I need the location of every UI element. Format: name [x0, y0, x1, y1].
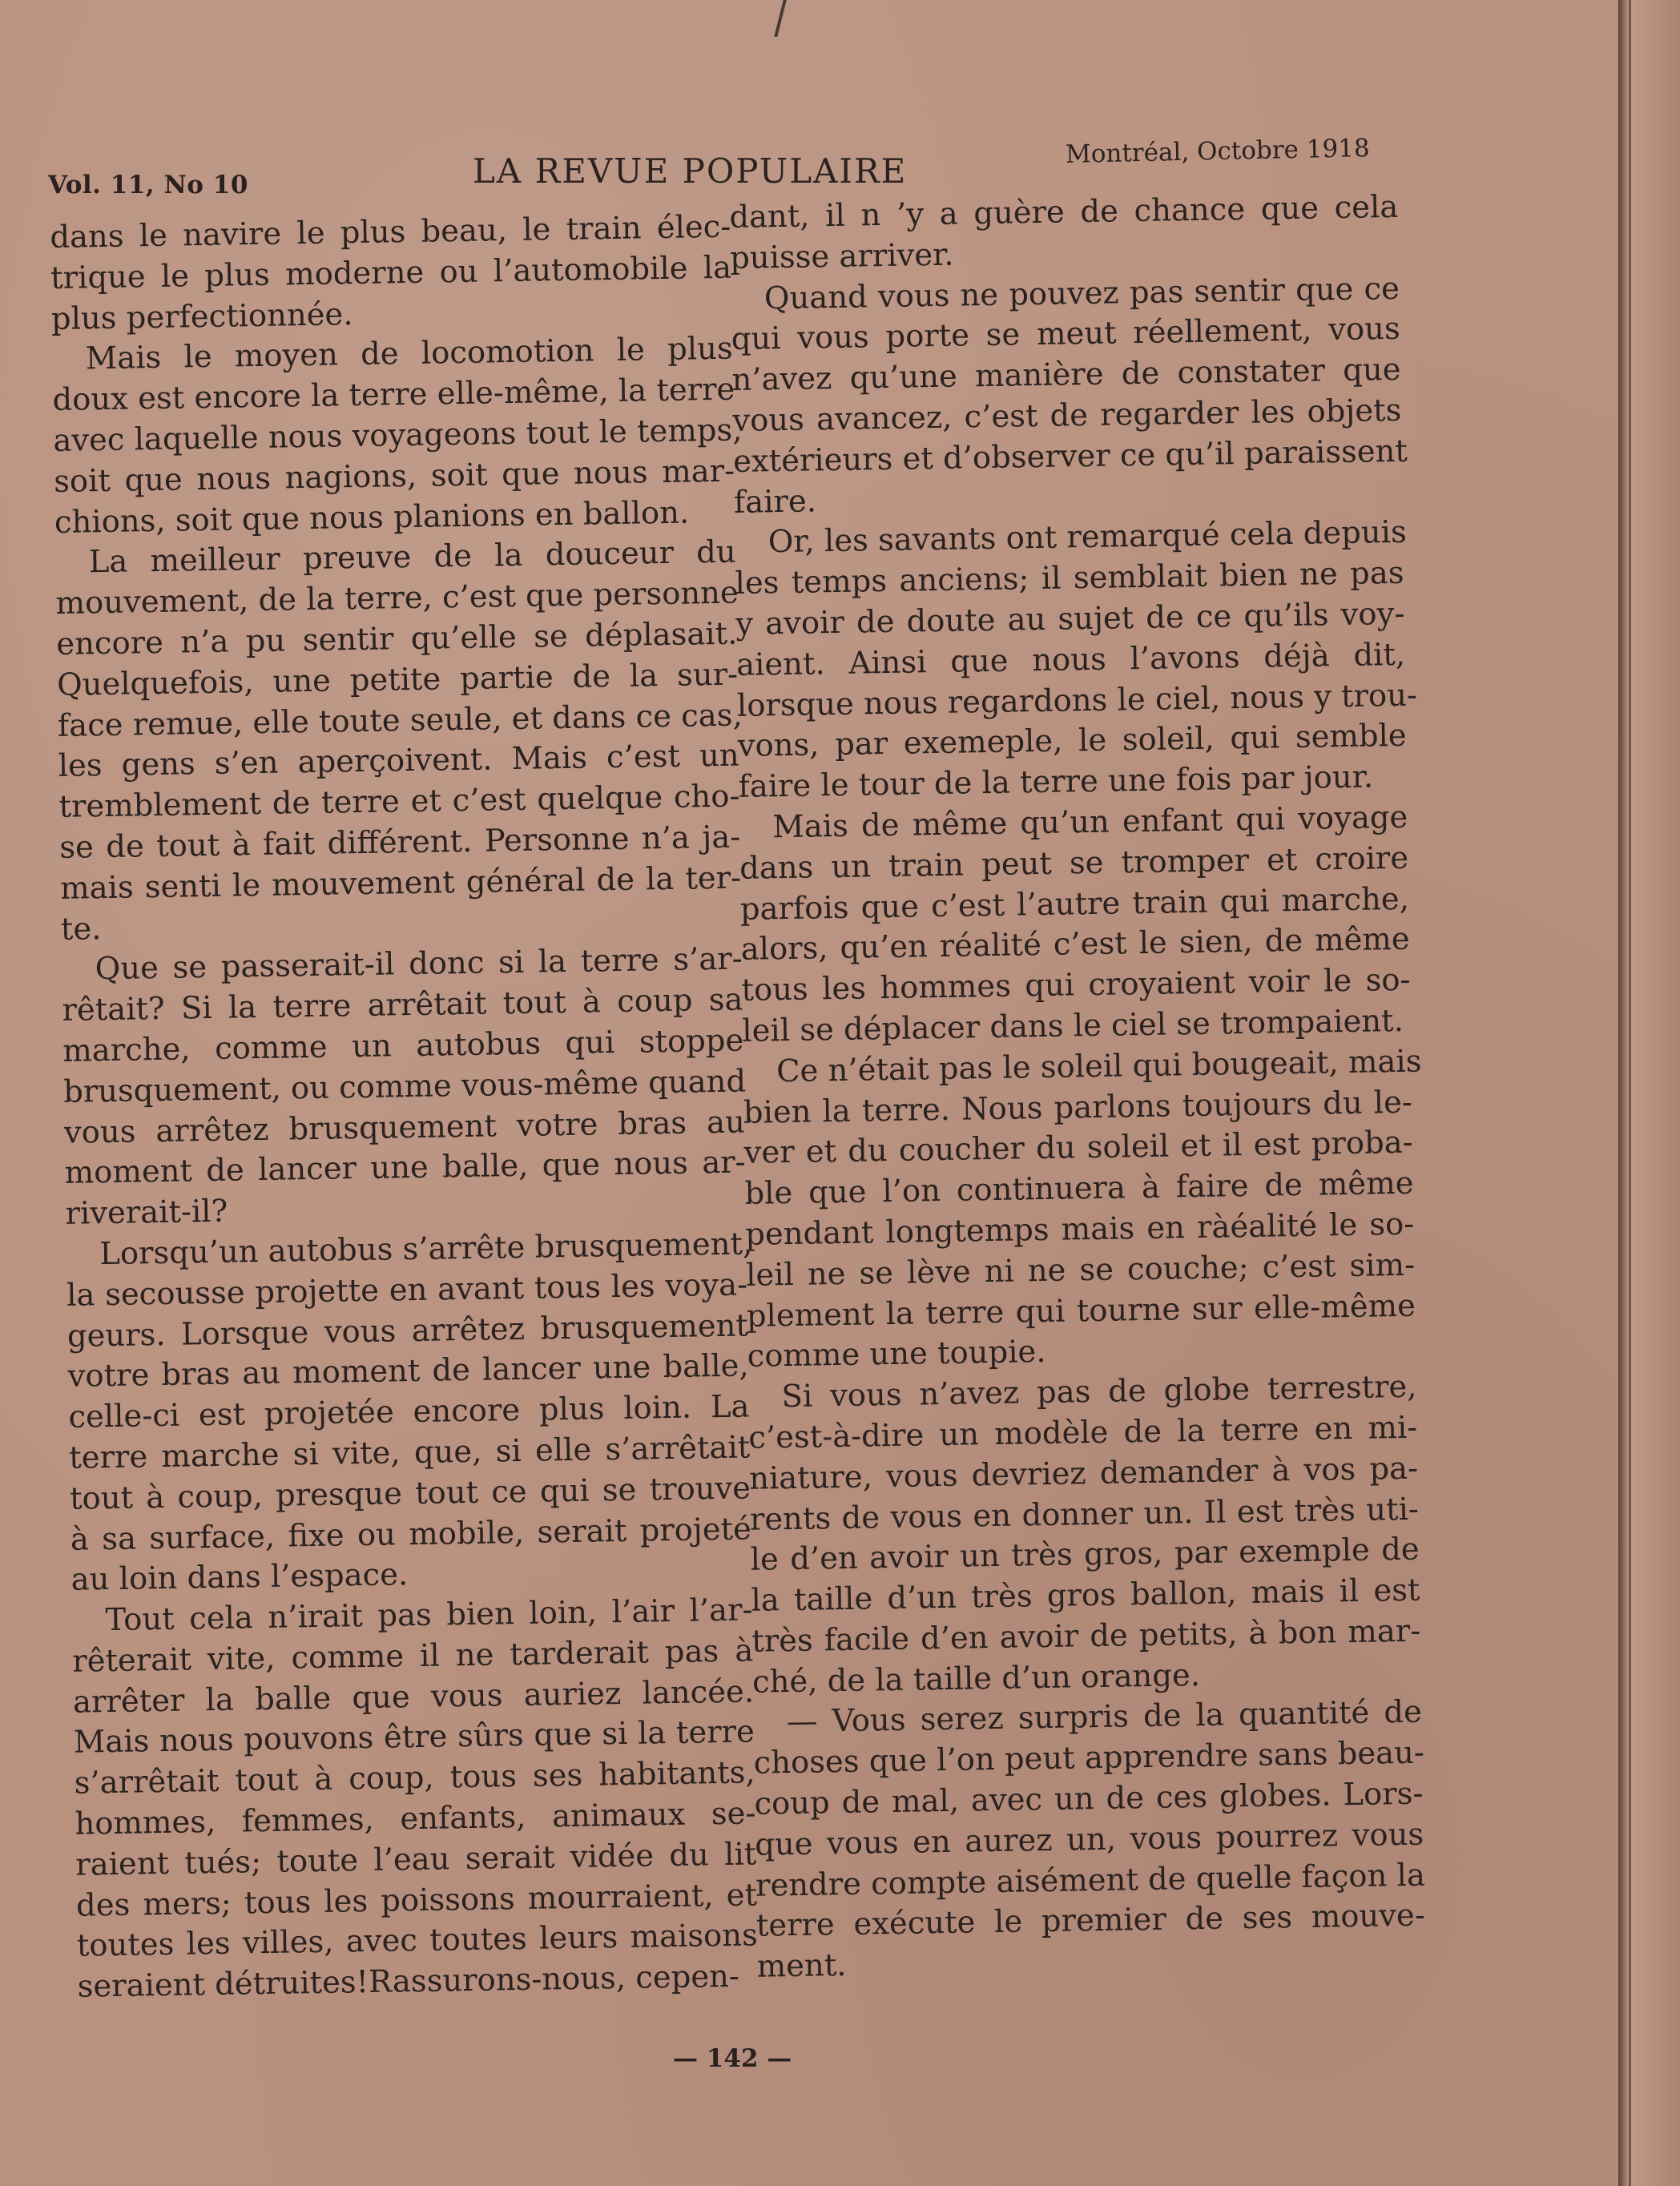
- text-line: des mers; tous les poissons mourraient, et: [75, 1877, 758, 1924]
- place-date: Montréal, Octobre 1918: [1065, 134, 1371, 169]
- text-line: c’est-à-dire un modèle de la terre en mi-: [747, 1409, 1418, 1456]
- text-line: mouvement, de la terre, c’est que personne: [55, 574, 739, 622]
- text-line: seraient détruites!Rassurons-nous, cepen-: [77, 1959, 740, 2005]
- text-line: arrêter la balle que vous auriez lancée.: [72, 1673, 755, 1721]
- text-line: doux est encore la terre elle-même, la terre: [52, 371, 735, 419]
- text-line: ment.: [756, 1947, 847, 1985]
- paragraph: [729, 187, 1399, 280]
- text-line: les gens s’en aperçoivent. Mais c’est un: [58, 737, 740, 785]
- text-line: terre exécute le premier de ses mouve-: [755, 1898, 1426, 1945]
- text-line: alors, qu’en réalité c’est le sien, de même: [740, 921, 1410, 968]
- text-line: avec laquelle nous voyageons tout le temps,: [53, 412, 743, 459]
- text-line: — Vous serez surpris de la quantité de: [786, 1694, 1423, 1741]
- text-line: dans le navire le plus beau, le train élec-: [50, 208, 731, 256]
- text-line: choses que l’on peut apprendre sans beau-: [753, 1734, 1425, 1782]
- text-line: Or, les savants ont remarqué cela depuis: [767, 514, 1408, 561]
- text-line: rendre compte aisément de quelle façon la: [755, 1857, 1426, 1904]
- paragraph: [54, 533, 742, 950]
- text-line: parfois que c’est l’autre train qui marche,: [739, 880, 1410, 928]
- paragraph: [753, 1693, 1426, 1988]
- paragraph: [743, 1041, 1422, 1377]
- text-line: Mais de même qu’un enfant qui voyage: [772, 799, 1408, 846]
- text-line: se de tout à fait différent. Personne n’a ja-: [58, 819, 741, 866]
- text-line: Quand vous ne pouvez pas sentir que ce: [763, 270, 1400, 316]
- text-line: tremblement de terre et c’est quelque cho-: [58, 778, 740, 826]
- text-line: Si vous n’avez pas de globe terrestre,: [781, 1368, 1417, 1415]
- text-line: tout à coup, presque tout ce qui se trouve: [69, 1470, 751, 1517]
- text-line: dant, il n ’y a guère de chance que cela: [729, 188, 1399, 236]
- text-line: comme une toupie.: [747, 1334, 1046, 1375]
- page-edge: [1618, 0, 1680, 2186]
- text-line: rents de vous en donner un. Il est très uti-: [749, 1491, 1420, 1538]
- paragraph: [66, 1224, 752, 1600]
- text-line: brusquement, ou comme vous-même quand: [62, 1063, 747, 1110]
- text-line: y avoir de doute au sujet de ce qu’ils voy-: [735, 595, 1405, 642]
- text-line: toutes les villes, avec toutes leurs maisons: [76, 1917, 759, 1965]
- text-line: s’arrêtait tout à coup, tous ses habitants,: [74, 1754, 755, 1802]
- text-line: te.: [60, 910, 102, 948]
- text-line: plement la terre qui tourne sur elle-même: [746, 1287, 1416, 1335]
- text-line: ble que l’on continuera à faire de même: [744, 1165, 1414, 1212]
- text-line: bien la terre. Nous parlons toujours du le-: [743, 1084, 1413, 1131]
- text-line: geurs. Lorsque vous arrêtez brusquement: [66, 1306, 749, 1355]
- text-line: la taille d’un très gros ballon, mais il est: [751, 1572, 1420, 1619]
- page-number: — 142 —: [673, 2044, 792, 2073]
- text-line: vous avancez, c’est de regarder les objets: [732, 392, 1402, 439]
- paragraph: [50, 207, 732, 340]
- text-line: face remue, elle toute seule, et dans ce cas,: [57, 697, 743, 744]
- paragraph: [734, 513, 1418, 808]
- text-line: trique le plus moderne ou l’automobile la: [50, 249, 732, 296]
- text-line: au loin dans l’espace.: [71, 1556, 409, 1599]
- text-line: très facile d’en avoir de petits, à bon mar-: [751, 1612, 1421, 1660]
- text-line: coup de mal, avec un de ces globes. Lors-: [754, 1775, 1424, 1822]
- text-line: pendant longtemps mais en ràéalité le so-: [744, 1206, 1415, 1253]
- text-line: les temps anciens; il semblait bien ne pas: [735, 554, 1404, 602]
- paragraph: [51, 329, 743, 543]
- text-line: rêtait? Si la terre arrêtait tout à coup sa: [62, 981, 743, 1029]
- text-line: mais senti le mouvement général de la ter-: [59, 860, 742, 907]
- text-line: riverait-il?: [65, 1193, 228, 1232]
- text-line: hommes, femmes, enfants, animaux se-: [75, 1795, 756, 1842]
- text-line: Ce n’était pas le soleil qui bougeait, mais: [776, 1043, 1422, 1089]
- text-line: votre bras au moment de lancer une balle,: [67, 1347, 749, 1395]
- text-line: puisse arriver.: [729, 236, 954, 276]
- text-line: tous les hommes qui croyaient voir le so-: [741, 961, 1411, 1009]
- text-line: qui vous porte se meut réellement, vous: [731, 311, 1401, 358]
- text-line: Que se passerait-il donc si la terre s’ar-: [95, 940, 743, 988]
- text-line: soit que nous nagions, soit que nous mar-: [53, 453, 735, 500]
- text-line: Tout cela n’irait pas bien loin, l’air l’ar-: [105, 1592, 753, 1639]
- text-line: ché, de la taille d’un orange.: [751, 1657, 1201, 1701]
- text-line: faire.: [733, 482, 817, 521]
- text-line: chions, soit que nous planions en ballon.: [54, 494, 690, 541]
- text-line: extérieurs et d’observer ce qu’il paraissent: [732, 433, 1408, 480]
- text-line: niature, vous devriez demander à vos pa-: [748, 1450, 1419, 1497]
- text-line: n’avez qu’une manière de constater que: [731, 352, 1401, 399]
- text-line: la secousse projette en avant tous les voya-: [66, 1266, 748, 1314]
- volume-label: Vol. 11, No 10: [48, 171, 248, 199]
- text-line: Mais nous pouvons être sûrs que si la terre: [73, 1713, 755, 1761]
- text-line: faire le tour de la terre une fois par jour.: [738, 759, 1374, 806]
- paragraph: [71, 1591, 759, 2008]
- text-line: aient. Ainsi que nous l’avons déjà dit,: [735, 636, 1406, 683]
- text-line: Lorsqu’un autobus s’arrête brusquement,: [99, 1226, 753, 1273]
- text-line: leil ne se lève ni ne se couche; c’est sim-: [745, 1246, 1416, 1294]
- right-column: [729, 187, 1426, 1988]
- text-line: Quelquefois, une petite partie de la sur-: [56, 656, 739, 703]
- text-line: vous arrêtez brusquement votre bras au: [63, 1104, 746, 1151]
- text-line: celle-ci est projetée encore plus loin. La: [68, 1388, 750, 1435]
- text-line: plus perfectionnée.: [50, 296, 353, 337]
- text-line: dans un train peut se tromper et croire: [739, 839, 1409, 887]
- text-line: Mais le moyen de locomotion le plus: [85, 331, 734, 377]
- paragraph: [747, 1367, 1421, 1703]
- paragraph: [731, 268, 1408, 523]
- paragraph: [739, 798, 1412, 1053]
- text-line: leil se déplacer dans le ciel se trompaient.: [741, 1002, 1404, 1049]
- text-line: que vous en aurez un, vous pourrez vous: [754, 1816, 1424, 1863]
- text-line: moment de lancer une balle, que nous ar-: [64, 1144, 746, 1192]
- text-line: marche, comme un autobus qui stoppe: [62, 1022, 744, 1069]
- paragraph: [61, 940, 746, 1235]
- text-line: à sa surface, fixe ou mobile, serait projeté: [70, 1510, 752, 1558]
- text-line: encore n’a pu sentir qu’elle se déplasait.: [56, 615, 738, 662]
- text-line: terre marche si vite, que, si elle s’arrêtait: [68, 1429, 751, 1476]
- publication-title: LA REVUE POPULAIRE: [473, 151, 908, 191]
- text-line: le d’en avoir un très gros, par exemple de: [750, 1531, 1420, 1579]
- left-column: [50, 207, 759, 2008]
- text-line: lorsque nous regardons le ciel, nous y trou-: [736, 677, 1418, 724]
- text-line: vons, par exemeple, le soleil, qui semble: [737, 718, 1408, 765]
- page-header: [48, 134, 1394, 199]
- page-binding-line: [1629, 0, 1631, 2186]
- text-line: ver et du coucher du soleil et il est proba-: [743, 1125, 1413, 1172]
- text-line: La meilleur preuve de la douceur du: [88, 533, 737, 581]
- text-line: raient tués; toute l’eau serait vidée du lit: [75, 1836, 757, 1883]
- text-line: rêterait vite, comme il ne tarderait pas à: [71, 1632, 754, 1680]
